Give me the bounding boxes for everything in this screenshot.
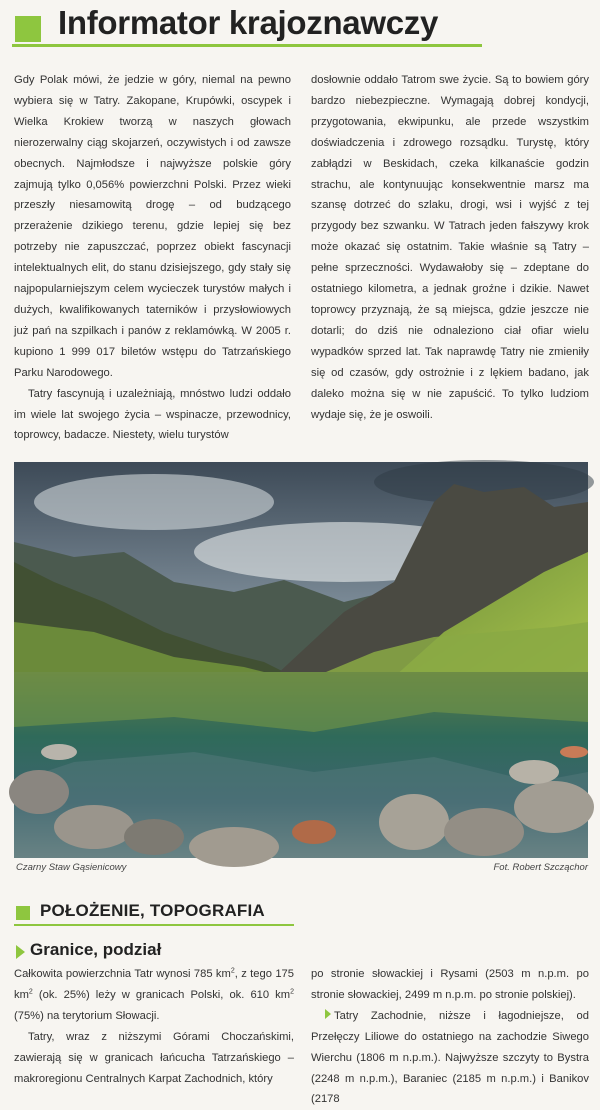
section-title: POŁOŻENIE, TOPOGRAFIA (40, 901, 265, 920)
photo-credit: Fot. Robert Szcząchor (493, 862, 588, 873)
intro-left-column (14, 70, 291, 442)
granice-paragraph: Całkowita powierzchnia Tatr wynosi 785 $km^2$, z tego 175 $km^2$ (ok. 25%) leży w granicach Polski, ok. 610 $km^2$ (75%) na terytorium Słowacji. (14, 967, 294, 1022)
photo-caption: Czarny Staw Gąsienicowy (16, 862, 127, 873)
section-heading (14, 900, 590, 926)
granice-left-column (14, 964, 294, 1085)
page-header (12, 4, 588, 48)
section-underline (14, 924, 294, 926)
granice-paragraph: Tatry Zachodnie, niższe i łagodniejsze, od Przełęczy Liliowe do ostatniego na zachodzie Siwego Wierchu (1806 m n.p.m.). Najwyższe szczyty to Bystra (2248 m n.p.m.), Baraniec (2185 m n.p.m.) i Banikov (2178 (311, 1009, 589, 1106)
header-square-marker (15, 16, 41, 42)
granice-paragraph: po stronie słowackiej i Rysami (2503 m n.p.m. po stronie słowackiej, 2499 m n.p.m. po stronie polskiej). (311, 968, 589, 1001)
intro-paragraph: dosłownie oddało Tatrom swe życie. Są to bowiem góry bardzo niebezpieczne. Wymagają dobrej kondycji, przygotowania, ekwipunku, ale przede wszystkim doświadczenia i zdrowego rozsądku. Turystę, który zabłądzi w Beskidach, czeka kilkanaście godzin strachu, ale kontynuując konsekwentnie marsz ma szansę dotrzeć do szlaku, drogi, wsi i wyjść z tej przygody bez szwanku. W Tatrach jeden fałszywy krok może okazać się ostatnim. Takie właśnie są Tatry – pełne sprzeczności. Wydawałoby się – zdeptane do ostatniego kilometra, a jednak groźne i dzikie. Nawet toprowcy przyznają, że są miejsca, gdzie jeszcze nie dotarli; do dziś nie odnaleziono ciał ofiar wielu wypadków sprzed lat. Tak naprawdę Tatry nie zmieniły się od czasów, gdy ostrożnie i z lękiem badano, jak daleko można się w nie zapuścić. To tylko ludziom wydaje się, że je oswoili. (311, 74, 589, 421)
intro-right-column (311, 70, 589, 421)
granice-paragraph: Tatry, wraz z niższymi Górami Choczańskimi, zawierają się w granicach łańcucha Tatrzańskiego – makroregionu Centralnych Karpat Zachodnich, który (14, 1030, 294, 1085)
subsection-triangle-marker (16, 945, 25, 959)
intro-paragraph: Gdy Polak mówi, że jedzie w góry, niemal na pewno wybiera się w Tatry. Zakopane, Krupówki, oscypek i Wielka Krokiew tworzą w naszych głowach nierozerwalny ciąg skojarzeń, oczywistych i od zawsze obecnych. Najmłodsze i najwyższe polskie góry zajmują tylko 0,056% powierzchni Polski. Przez wieki przeszły niesamowitą drogę – od budzącego przerażenie dzikiego terenu, gdzie lepiej się bez potrzeby nie zapuszczać, poprzez obiekt fascynacji intelektualnych elit, do stanu dzisiejszego, gdy stały się najpopularniejszym celem wycieczek turystów małych i dużych, kwalifikowanych taterników i przysłowiowych już pań na szpilkach i panów z reklamówką. W 2005 r. kupiono 1 999 017 biletów wstępu do Tatrzańskiego Parku Narodowego. (14, 74, 291, 379)
header-underline (12, 44, 482, 47)
lake-photo (14, 462, 588, 858)
granice-right-column (311, 964, 589, 1106)
intro-paragraph: Tatry fascynują i uzależniają, mnóstwo ludzi oddało im wiele lat swojego życia – wspinacze, przewodnicy, toprowcy, badacze. Niestety, wielu turystów (14, 387, 291, 442)
section-square-marker (16, 906, 30, 920)
subsection-title: Granice, podział (30, 940, 162, 959)
bullet-triangle (325, 1009, 331, 1019)
page-title: Informator krajoznawczy (58, 4, 439, 41)
